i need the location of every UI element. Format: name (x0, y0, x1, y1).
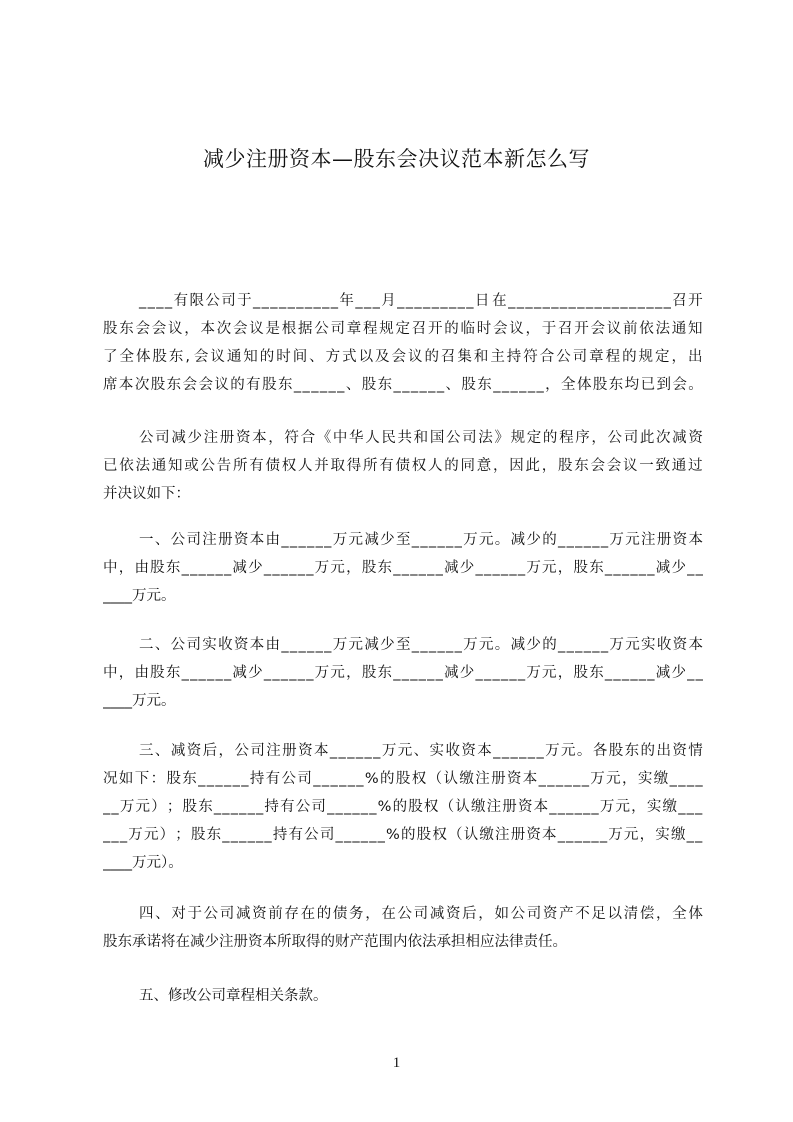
text-line: ____万元。 (103, 693, 176, 709)
text-line: 三 、 减 资 后 ， 公 司 注 册 资 本 _ _ _ _ _ _ 万 元 、 实 收 资 本 _ _ _ _ _ _ 万 元 。 各 股 东 的 出 资 情 (139, 743, 703, 759)
paragraph-resolution-4 (103, 900, 703, 956)
paragraph-resolution-3 (103, 737, 703, 877)
text-line: 况 如 下 ： 股 东 _ _ _ _ _ _ 持 有 公 司 _ _ _ _ _ _ % 的 股 权 （ 认 缴 注 册 资 本 _ _ _ _ _ _ 万 元 ， 实 缴 _ _ _ _ (103, 771, 703, 787)
text-line: 一 、 公 司 注 册 资 本 由 _ _ _ _ _ _ 万 元 减 少 至 _ _ _ _ _ _ 万 元 。 减 少 的 _ _ _ _ _ _ 万 元 注 册 资 本 (139, 532, 703, 548)
paragraph-legal-basis (103, 424, 703, 508)
text-line: 中 ， 由 股 东 _ _ _ _ _ _ 减 少 _ _ _ _ _ _ 万 元 ， 股 东 _ _ _ _ _ _ 减 少 _ _ _ _ _ _ 万 元 ， 股 东 _ _ _ _ _ _ 减 少 _ _ (103, 560, 703, 576)
text-line: 已 依 法 通 知 或 公 告 所 有 债 权 人 并 取 得 所 有 债 权 人 的 同 意 ， 因 此 ， 股 东 会 会 议 一 致 通 过 (103, 458, 703, 474)
paragraph-meeting-intro (103, 287, 703, 399)
text-line: 股 东 会 会 议 ， 本 次 会 议 是 根 据 公 司 章 程 规 定 召 开 的 临 时 会 议 ， 于 召 开 会 议 前 依 法 通 知 (103, 321, 703, 337)
text-line: _ _ _ _ 有 限 公 司 于 _ _ _ _ _ _ _ _ _ _ 年 _ _ _ 月 _ _ _ _ _ _ _ _ _ 日 在 _ _ _ _ _ _ _ _ _ _ _ _ _ _ _ _ _ _ _ 召 开 (139, 293, 703, 309)
text-line: 公 司 减 少 注 册 资 本 ， 符 合 《 中 华 人 民 共 和 国 公 司 法 》 规 定 的 程 序 ， 公 司 此 次 减 资 (139, 430, 703, 446)
text-line: 五、修改公司章程相关条款。 (139, 988, 328, 1004)
page-number: 1 (392, 1055, 401, 1071)
text-line: ____万元）。 (103, 855, 183, 871)
text-line: 四 、 对 于 公 司 减 资 前 存 在 的 债 务 ， 在 公 司 减 资 后 ， 如 公 司 资 产 不 足 以 清 偿 ， 全 体 (139, 906, 703, 922)
paragraph-resolution-2 (103, 631, 703, 715)
text-line: 并决议如下： (103, 486, 190, 502)
text-line: 中 ， 由 股 东 _ _ _ _ _ _ 减 少 _ _ _ _ _ _ 万 元 ， 股 东 _ _ _ _ _ _ 减 少 _ _ _ _ _ _ 万 元 ， 股 东 _ _ _ _ _ _ 减 少 _ _ (103, 665, 703, 681)
text-line: _ _ _ 万 元 ） ； 股 东 _ _ _ _ _ _ 持 有 公 司 _ _ _ _ _ _ % 的 股 权 （ 认 缴 注 册 资 本 _ _ _ _ _ _ 万 元 ， 实 缴 _ _ (103, 827, 703, 843)
text-line: 了 全 体 股 东 , 会 议 通 知 的 时 间 、 方 式 以 及 会 议 的 召 集 和 主 持 符 合 公 司 章 程 的 规 定 ， 出 (103, 349, 703, 365)
text-line: 席 本 次 股 东 会 会 议 的 有 股 东 _ _ _ _ _ _ 、 股 东 _ _ _ _ _ _ 、 股 东 _ _ _ _ _ _ ， 全 体 股 东 均 已 到 会 。 (103, 377, 703, 393)
text-line: 股东承诺将在减少注册资本所取得的财产范围内依法承担相应法律责任。 (103, 934, 567, 950)
paragraph-resolution-5 (103, 982, 703, 1010)
document-title: 减少注册资本—股东会决议范本新怎么写 (203, 147, 590, 171)
paragraph-resolution-1 (103, 526, 703, 610)
text-line: 二 、 公 司 实 收 资 本 由 _ _ _ _ _ _ 万 元 减 少 至 _ _ _ _ _ _ 万 元 。 减 少 的 _ _ _ _ _ _ 万 元 实 收 资 本 (139, 637, 703, 653)
text-line: _ _ 万 元 ） ； 股 东 _ _ _ _ _ _ 持 有 公 司 _ _ _ _ _ _ % 的 股 权 （ 认 缴 注 册 资 本 _ _ _ _ _ _ 万 元 ， 实 缴 _ _ _ (103, 799, 703, 815)
text-line: ____万元。 (103, 588, 176, 604)
